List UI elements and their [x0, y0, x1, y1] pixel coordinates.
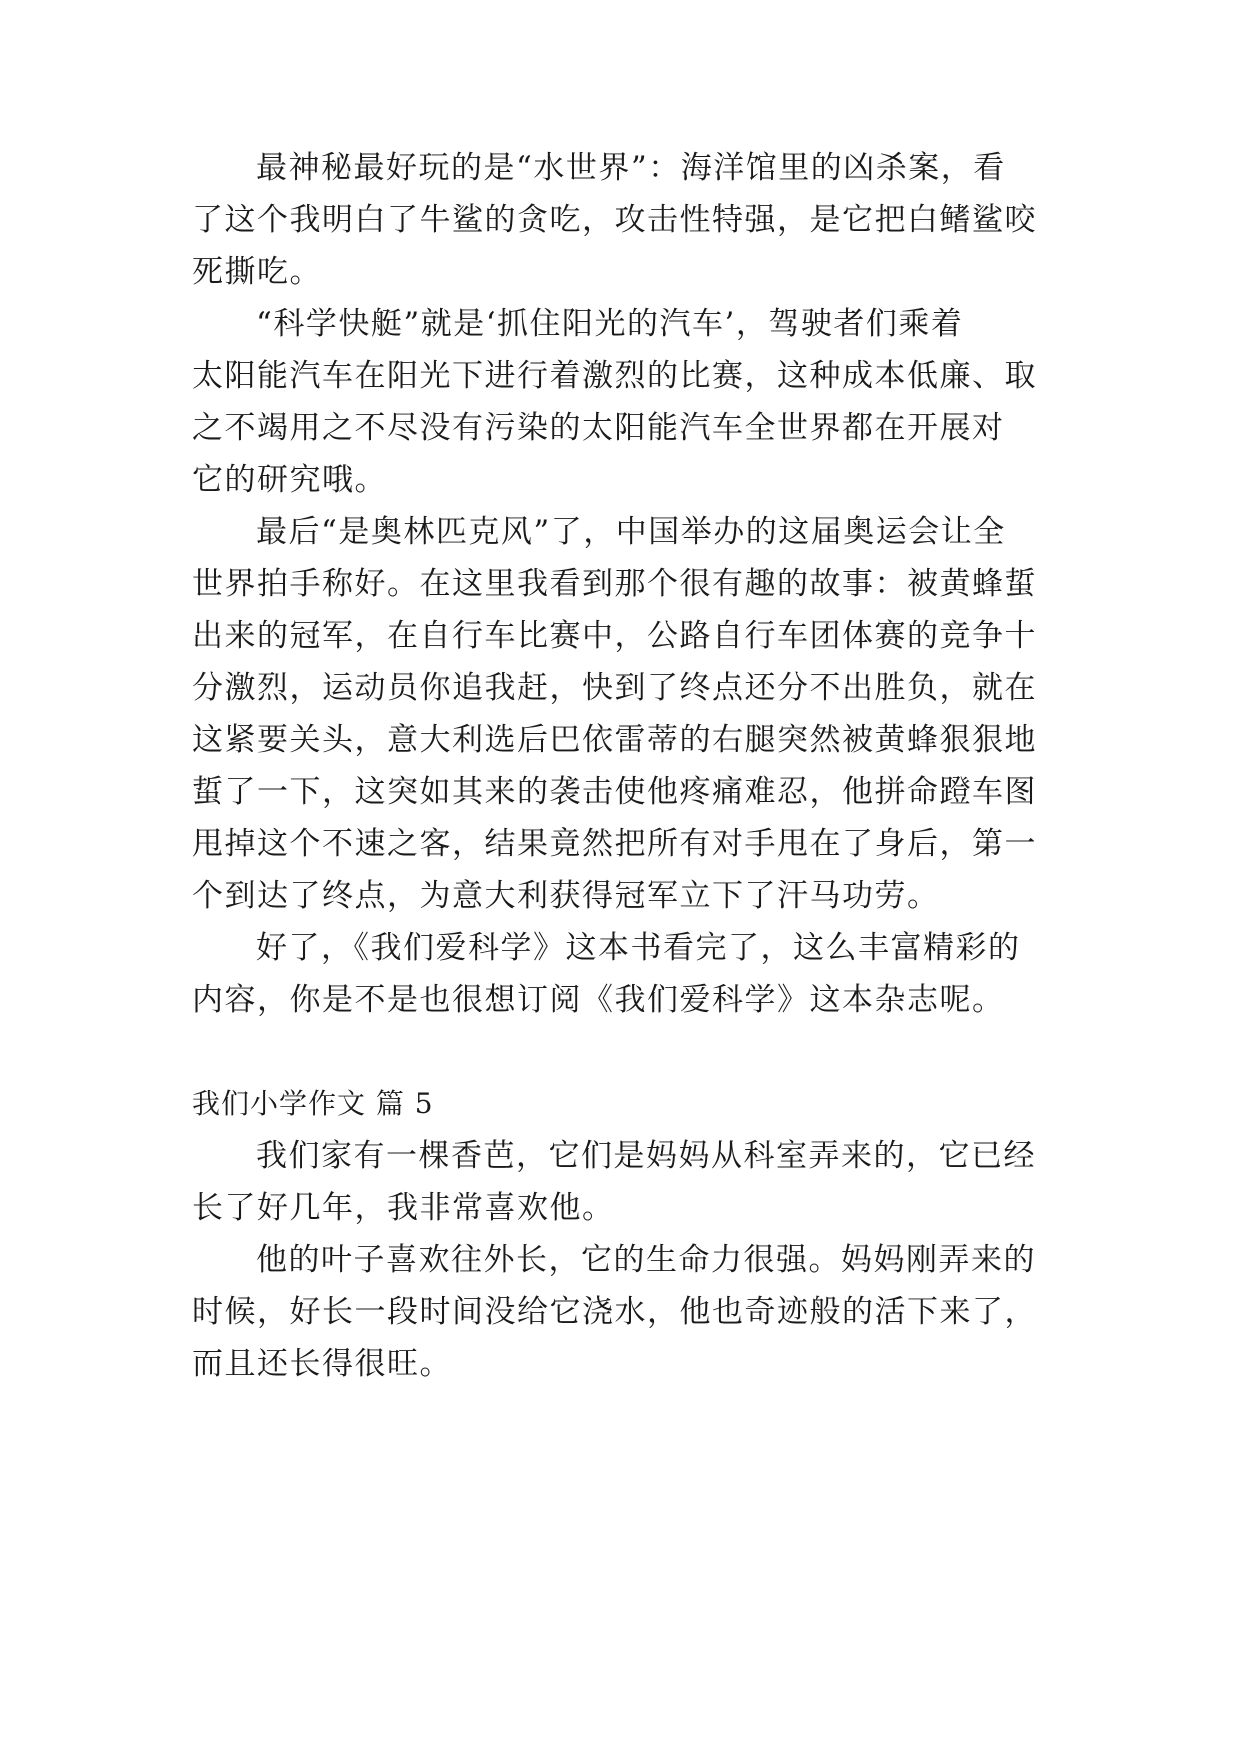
- paragraph-line: 最后“是奥林匹克风”了，中国举办的这届奥运会让全: [256, 514, 1006, 550]
- paragraph-line: 内容，你是不是也很想订阅《我们爱科学》这本杂志呢。: [192, 982, 1005, 1018]
- paragraph-line: 死撕吃。: [192, 254, 322, 290]
- paragraph-line: 出来的冠军，在自行车比赛中，公路自行车团体赛的竞争十: [192, 618, 1037, 654]
- paragraph-line: 长了好几年，我非常喜欢他。: [192, 1190, 615, 1226]
- paragraph-line: 了这个我明白了牛鲨的贪吃，攻击性特强，是它把白鳍鲨咬: [192, 202, 1037, 238]
- section-heading: 我们小学作文 篇 5: [192, 1087, 434, 1120]
- paragraph-line: 个到达了终点，为意大利获得冠军立下了汗马功劳。: [192, 878, 940, 914]
- paragraph-line: 他的叶子喜欢往外长，它的生命力很强。妈妈刚弄来的: [256, 1242, 1036, 1278]
- paragraph-line: 太阳能汽车在阳光下进行着激烈的比赛，这种成本低廉、取: [192, 358, 1037, 394]
- paragraph-line: 甩掉这个不速之客，结果竟然把所有对手甩在了身后，第一: [192, 826, 1037, 862]
- paragraph-line: 而且还长得很旺。: [192, 1346, 452, 1382]
- paragraph-line: 分激烈，运动员你追我赶，快到了终点还分不出胜负，就在: [192, 670, 1037, 706]
- paragraph-line: 之不竭用之不尽没有污染的太阳能汽车全世界都在开展对: [192, 410, 1005, 446]
- paragraph-line: 时候，好长一段时间没给它浇水，他也奇迹般的活下来了，: [192, 1294, 1037, 1330]
- paragraph-line: 最神秘最好玩的是“水世界”：海洋馆里的凶杀案，看: [256, 150, 1006, 186]
- paragraph-line: 好了，《我们爱科学》这本书看完了，这么丰富精彩的: [256, 930, 1021, 966]
- paragraph-line: 蜇了一下，这突如其来的袭击使他疼痛难忍，他拼命蹬车图: [192, 774, 1037, 810]
- paragraph-line: 我们家有一棵香芭，它们是妈妈从科室弄来的，它已经: [256, 1138, 1036, 1174]
- paragraph-line: 世界拍手称好。在这里我看到那个很有趣的故事：被黄蜂蜇: [192, 566, 1037, 602]
- paragraph-line: 它的研究哦。: [192, 462, 387, 498]
- paragraph-line: 这紧要关头，意大利选后巴依雷蒂的右腿突然被黄蜂狠狠地: [192, 722, 1037, 758]
- paragraph-line: “科学快艇”就是‘抓住阳光的汽车’，驾驶者们乘着: [256, 306, 964, 342]
